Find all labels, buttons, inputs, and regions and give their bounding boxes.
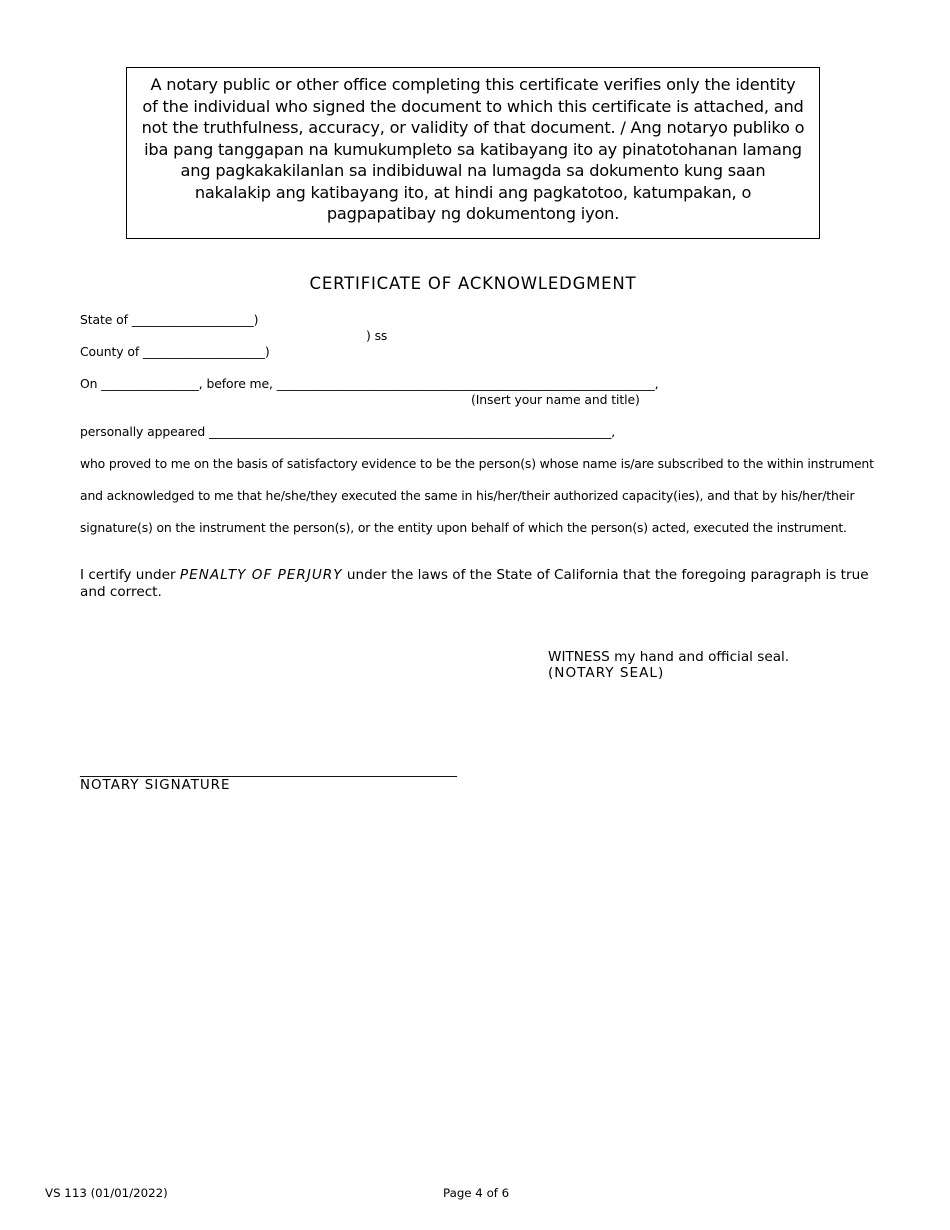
page-number-footer: Page 4 of 6 [443, 1186, 510, 1200]
certificate-title: CERTIFICATE OF ACKNOWLEDGMENT [309, 274, 637, 293]
witness-statement: WITNESS my hand and official seal. [548, 649, 790, 665]
ss-mark: ) ss [366, 328, 388, 343]
proof-paragraph-line-3: signature(s) on the instrument the person(s), or the entity upon behalf of which the person(s) acted, executed the instrument. [80, 520, 847, 535]
notary-signature-label: NOTARY SIGNATURE [80, 778, 231, 793]
proof-paragraph-line-1: who proved to me on the basis of satisfactory evidence to be the person(s) whose name is/are subscribed to the within instrument [80, 456, 874, 471]
notary-seal-label: (NOTARY SEAL) [548, 665, 665, 681]
county-of-line: County of ____________________) [80, 344, 270, 359]
penalty-of-perjury-emphasis: PENALTY OF PERJURY [179, 567, 343, 583]
witness-block [548, 649, 789, 681]
notary-signature-line: __________________________________________________________ [80, 763, 457, 778]
certify-suffix: under the laws of the State of California that the foregoing paragraph is true and correct. [80, 567, 869, 600]
proof-paragraph-line-2: and acknowledged to me that he/she/they executed the same in his/her/their authorized capacity(ies), and that by his/her/their [80, 488, 855, 503]
form-id-footer: VS 113 (01/01/2022) [45, 1186, 168, 1200]
notary-notice-box [126, 67, 820, 239]
state-of-line: State of ____________________) [80, 312, 259, 327]
personally-appeared-line: personally appeared __________________________________________________________________, [80, 424, 616, 439]
insert-name-title-note: (Insert your name and title) [471, 392, 640, 407]
on-date-before-me-line: On ________________, before me, ______________________________________________________________, [80, 376, 659, 391]
perjury-certification [80, 567, 890, 600]
notary-notice-text: A notary public or other office completing this certificate verifies only the identity of the individual who signed the document to which this certificate is attached, and not the truthfulness, accuracy, or validity of that document. / Ang notaryo publiko o iba pang tanggapan na kumukumpleto sa katibayang ito ay pinatotohanan lamang ang pagkakakilanlan sa indibiduwal na lumagda sa dokumento kung saan nakalakip ang katibayang ito, at hindi ang pagkatotoo, katumpakan, o pagpapatibay ng dokumentong iyon. [141, 75, 805, 223]
certify-prefix: I certify under [80, 567, 180, 583]
